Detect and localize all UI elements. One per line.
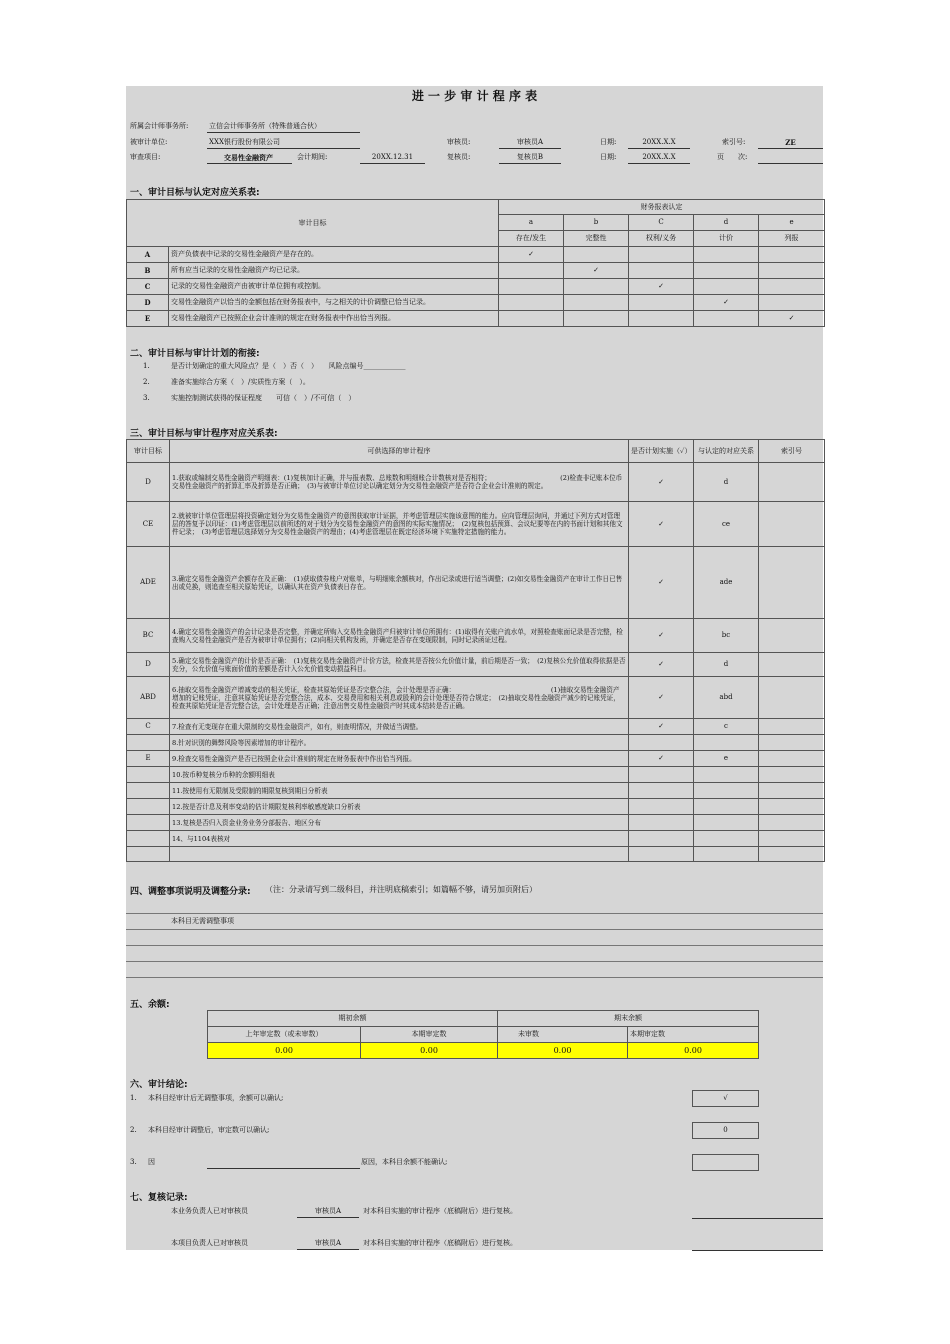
proc-text: 3.确定交易性金融资产余额存在及正确： (1)获取债券账户对账单，与明细账余额核对，作出记录或进行适当调整；(2)如交易性金融资产在审计工作日已售出或兑换，则追查至相关原始凭证，以确认其在资产负债表日存在。 — [170, 547, 629, 619]
balance-value: 0.00 — [628, 1043, 759, 1059]
review-name: 审核员A — [314, 1239, 342, 1247]
proc-text: 10.按币种复核分币种的余额明细表 — [170, 767, 629, 783]
proc-goal: ABD — [127, 677, 170, 719]
assert-name: 计价 — [694, 231, 759, 247]
proc-index-header: 索引号 — [759, 440, 825, 463]
assert-letter: d — [694, 215, 759, 231]
s6-item-num: 1. — [130, 1094, 137, 1102]
plan-check: ✓ — [629, 463, 694, 502]
proc-goal: C — [127, 719, 170, 735]
proc-assert: bc — [694, 619, 759, 653]
assert-cell — [629, 263, 694, 279]
proc-assert — [694, 783, 759, 799]
proc-text — [170, 847, 629, 862]
s2-item-text: 准备实施综合方案（ ）/实质性方案（ ）。 — [171, 378, 310, 386]
proc-goal — [127, 831, 170, 847]
closing-balance-header: 期末余额 — [498, 1011, 759, 1027]
proc-goal — [127, 783, 170, 799]
s6-item-text: 本科目经审计后无调整事项，余额可以确认; — [148, 1094, 284, 1102]
proc-assert: ce — [694, 502, 759, 547]
assert-cell — [499, 311, 564, 327]
review-text-b: 对本科目实施的审计程序（底稿附后）进行复核。 — [363, 1239, 517, 1247]
reason-input[interactable] — [207, 1168, 360, 1169]
proc-assert — [694, 799, 759, 815]
assert-header: 与认定的对应关系 — [694, 440, 759, 463]
assert-letter: e — [759, 215, 825, 231]
goal-text: 交易性金融资产以恰当的金额包括在财务报表中，与之相关的计价调整已恰当记录。 — [169, 295, 499, 311]
proc-goal — [127, 847, 170, 862]
proc-assert — [694, 767, 759, 783]
proc-text: 11.按使用有无限制及受限制的期限复核到期日分析表 — [170, 783, 629, 799]
plan-check: ✓ — [629, 719, 694, 735]
s4-note: （注：分录请写到二级科目，并注明底稿索引；如篇幅不够，请另加页附后） — [265, 885, 537, 894]
s6-item-num: 2. — [130, 1126, 137, 1134]
proc-goal: E — [127, 751, 170, 767]
proc-text: 14、与1104表核对 — [170, 831, 629, 847]
proc-goal — [127, 767, 170, 783]
balance-col: 上年审定数（或未审数） — [208, 1027, 361, 1043]
assertion-table — [126, 199, 825, 327]
proc-index — [759, 751, 825, 767]
reviewer-label: 复核员: — [447, 153, 471, 161]
client-label: 被审计单位: — [130, 138, 168, 146]
reviewer-value: 复核员B — [516, 153, 544, 161]
s2-item-text: 是否计划确定的重大风险点？是（ ）否（ ） 风险点编号____________ — [171, 362, 406, 370]
index-label: 索引号: — [722, 138, 746, 146]
assert-letter: b — [564, 215, 629, 231]
proc-text: 6.抽取交易性金融资产增减变动的相关凭证，检查其原始凭证是否完整合法，会计处理是否正确： (1)抽取交易性金融资产增加的记账凭证，注意其原始凭证是否完整合法，成本、交易费用和相关利息或股利的会计处理是否符合规定； (2)抽取交易性金融资产减少的记账凭证，检查其原始凭证是否完整合法，会计处理是否正确；注意出售交易性金融资产时其成本结转是否正确。 — [170, 677, 629, 719]
goal-text: 所有应当记录的交易性金融资产均已记录。 — [169, 263, 499, 279]
goal-code: D — [127, 295, 169, 311]
s2-heading: 二、审计目标与审计计划的衔接: — [130, 349, 260, 359]
proc-text: 5.确定交易性金融资产的计价是否正确： (1)复核交易性金融资产计价方法，检查其是否按公允价值计量，前后期是否一致； (2)复核公允价值取得依据是否充分，公允价值与账面价值的差额是否计入公允价值变动损益科目。 — [170, 653, 629, 677]
goal-text: 资产负债表中记录的交易性金融资产是存在的。 — [169, 247, 499, 263]
assert-cell — [499, 263, 564, 279]
review-text-a: 本项目负责人已对审核员 — [171, 1239, 248, 1247]
assert-cell — [694, 247, 759, 263]
s6-because: 因 — [148, 1158, 155, 1166]
client-value: XXX银行股份有限公司 — [209, 138, 280, 146]
assert-cell — [564, 247, 629, 263]
proc-goal: BC — [127, 619, 170, 653]
firm-value: 立信会计师事务所（特殊普通合伙） — [209, 122, 321, 130]
proc-assert: ade — [694, 547, 759, 619]
assert-cell — [629, 247, 694, 263]
assert-letter: C — [629, 215, 694, 231]
proc-goal — [127, 815, 170, 831]
assert-letter: a — [499, 215, 564, 231]
proc-text: 7.检查有无变现存在重大限制的交易性金融资产，如有，则查明情况，并做适当调整。 — [170, 719, 629, 735]
balance-value: 0.00 — [361, 1043, 498, 1059]
proc-assert: d — [694, 653, 759, 677]
assert-cell — [694, 311, 759, 327]
opening-balance-header: 期初余额 — [208, 1011, 498, 1027]
proc-index — [759, 767, 825, 783]
proc-assert: e — [694, 751, 759, 767]
balance-table — [207, 1010, 759, 1059]
assert-cell — [564, 295, 629, 311]
auditor-value: 审核员A — [516, 138, 544, 146]
period-label: 会计期间: — [297, 153, 328, 161]
procedure-table — [126, 439, 825, 862]
date-value-1: 20XX.X.X — [642, 138, 676, 146]
proc-assert — [694, 847, 759, 862]
plan-check: ✓ — [629, 502, 694, 547]
s6-item-num: 3. — [130, 1158, 137, 1166]
proc-index — [759, 547, 825, 619]
proc-assert: c — [694, 719, 759, 735]
date-label-1: 日期: — [600, 138, 617, 146]
proc-index — [759, 719, 825, 735]
proc-text: 1.获取或编制交易性金融资产明细表：(1)复核加计正确，并与报表数、总账数和明细账合计数核对是否相符； (2)检查非记账本位币交易性金融资产的折算汇率及折算是否正确； (3)与被审计单位讨论以确定划分为交易性金融资产是否符合企业会计准则的规定。 — [170, 463, 629, 502]
plan-check: ✓ — [629, 547, 694, 619]
auditor-label: 审核员: — [447, 138, 471, 146]
s7-heading: 七、复核记录: — [130, 1193, 188, 1203]
proc-index — [759, 847, 825, 862]
proc-index — [759, 799, 825, 815]
assert-name: 列报 — [759, 231, 825, 247]
adjustment-line: 本科目无需调整事项 — [171, 917, 234, 925]
proc-goal — [127, 735, 170, 751]
proc-text: 8.针对识别的舞弊风险等因素增加的审计程序。 — [170, 735, 629, 751]
assert-cell — [759, 263, 825, 279]
proc-index — [759, 677, 825, 719]
proc-assert — [694, 735, 759, 751]
period-value: 20XX.12.31 — [371, 153, 414, 161]
assert-cell — [499, 295, 564, 311]
balance-value: 0.00 — [498, 1043, 628, 1059]
assert-cell — [694, 263, 759, 279]
proc-text: 4.确定交易性金融资产的会计记录是否完整，并确定所购入交易性金融资产归被审计单位所拥有：(1)取得有关账户流水单，对照检查账面记录是否完整，检查购入交易性金融资产是否为被审计单位拥有；(2)向相关机构发函，并确定是否存在变现限制，同时记录函证过程。 — [170, 619, 629, 653]
goal-text: 记录的交易性金融资产由被审计单位拥有或控制。 — [169, 279, 499, 295]
s3-heading: 三、审计目标与审计程序对应关系表: — [130, 429, 278, 439]
s1-heading: 一、审计目标与认定对应关系表: — [130, 188, 260, 198]
assert-check: ✓ — [499, 247, 564, 263]
review-text-b: 对本科目实施的审计程序（底稿附后）进行复核。 — [363, 1207, 517, 1215]
plan-header: 是否计划实施（✓） — [629, 440, 694, 463]
plan-check — [629, 815, 694, 831]
s6-reason-tail: 原因，本科目余额不能确认; — [361, 1158, 448, 1166]
proc-text: 2.就被审计单位管理层将投资确定划分为交易性金融资产的意图获取审计证据，并考虑管理层实施该意图的能力。应向管理层询问，并通过下列方式对管理层的答复予以印证：(1)考虑管理层以前所述的对于划分为交易性金融资产的意图的实际实施情况； (2)复核包括预算、会议纪要等在内的书面计划和其他文件记录； (3)考虑管理层选择划分为交易性金融资产的理由；(4)考虑管理层在既定经济环境下实施特定措施的能力。 — [170, 502, 629, 547]
proc-assert: d — [694, 463, 759, 502]
proc-text: 9.检查交易性金融资产是否已按照企业会计准则的规定在财务报表中作出恰当列报。 — [170, 751, 629, 767]
assert-cell — [564, 311, 629, 327]
proc-header: 可供选择的审计程序 — [170, 440, 629, 463]
proc-index — [759, 502, 825, 547]
assert-check: ✓ — [564, 263, 629, 279]
review-name: 审核员A — [314, 1207, 342, 1215]
plan-check — [629, 767, 694, 783]
proc-index — [759, 619, 825, 653]
plan-check — [629, 847, 694, 862]
assert-check: ✓ — [759, 311, 825, 327]
assert-check: ✓ — [629, 279, 694, 295]
conclusion-box-1[interactable]: √ — [692, 1090, 759, 1107]
assert-cell — [629, 311, 694, 327]
s2-item-num: 3. — [143, 394, 150, 402]
assert-cell — [694, 279, 759, 295]
proc-goal: CE — [127, 502, 170, 547]
proc-assert: abd — [694, 677, 759, 719]
proc-goal: ADE — [127, 547, 170, 619]
assert-cell — [759, 247, 825, 263]
balance-col: 未审数 — [498, 1027, 628, 1043]
assert-name: 完整性 — [564, 231, 629, 247]
plan-check: ✓ — [629, 751, 694, 767]
proc-index — [759, 653, 825, 677]
assert-cell — [759, 295, 825, 311]
proc-assert — [694, 831, 759, 847]
assert-cell — [759, 279, 825, 295]
plan-check: ✓ — [629, 653, 694, 677]
fs-assertion-header: 财务报表认定 — [499, 200, 825, 215]
date-label-2: 日期: — [600, 153, 617, 161]
balance-col: 本期审定数 — [628, 1027, 759, 1043]
proc-assert — [694, 815, 759, 831]
proc-index — [759, 815, 825, 831]
proc-index — [759, 463, 825, 502]
conclusion-box-3[interactable] — [692, 1154, 759, 1171]
s6-heading: 六、审计结论: — [130, 1080, 188, 1090]
page-title: 进 一 步 审 计 程 序 表 — [411, 89, 538, 103]
review-text-a: 本业务负责人已对审核员 — [171, 1207, 248, 1215]
assert-cell — [564, 279, 629, 295]
goal-code: B — [127, 263, 169, 279]
plan-check — [629, 831, 694, 847]
goal-header: 审计目标 — [127, 200, 499, 247]
assert-cell — [499, 279, 564, 295]
plan-check — [629, 783, 694, 799]
s5-heading: 五、余额: — [130, 1000, 170, 1010]
goal-code: E — [127, 311, 169, 327]
item-label: 审查项目: — [130, 153, 161, 161]
s6-item-text: 本科目经审计调整后，审定数可以确认; — [148, 1126, 270, 1134]
proc-index — [759, 735, 825, 751]
index-value: ZE — [785, 138, 796, 147]
proc-goal — [127, 799, 170, 815]
proc-goal: D — [127, 463, 170, 502]
s2-item-text: 实施控制测试获得的保证程度 可信（ ）/不可信（ ） — [171, 394, 356, 402]
proc-text: 13.复核是否归入资金业务业务分部报告、地区分布 — [170, 815, 629, 831]
item-value: 交易性金融资产 — [224, 153, 273, 162]
firm-label: 所属会计师事务所: — [130, 122, 189, 130]
balance-col: 本期审定数 — [361, 1027, 498, 1043]
page-label: 页 次: — [717, 153, 748, 161]
s2-item-num: 2. — [143, 378, 150, 386]
s2-item-num: 1. — [143, 362, 150, 370]
goal-code: C — [127, 279, 169, 295]
assert-cell — [629, 295, 694, 311]
goal-text: 交易性金融资产已按照企业会计准则的规定在财务报表中作出恰当列报。 — [169, 311, 499, 327]
assert-name: 存在/发生 — [499, 231, 564, 247]
proc-text: 12.按是否计息及利率变动的估计期限复核利率敏感度缺口分析表 — [170, 799, 629, 815]
s4-heading: 四、调整事项说明及调整分录: — [130, 887, 251, 897]
proc-index — [759, 831, 825, 847]
proc-goal: D — [127, 653, 170, 677]
assert-name: 权利/义务 — [629, 231, 694, 247]
assert-check: ✓ — [694, 295, 759, 311]
plan-check: ✓ — [629, 619, 694, 653]
plan-check — [629, 799, 694, 815]
goal-code: A — [127, 247, 169, 263]
proc-goal-header: 审计目标 — [127, 440, 170, 463]
proc-index — [759, 783, 825, 799]
plan-check: ✓ — [629, 677, 694, 719]
plan-check — [629, 735, 694, 751]
balance-value: 0.00 — [208, 1043, 361, 1059]
date-value-2: 20XX.X.X — [642, 153, 676, 161]
conclusion-box-2[interactable]: 0 — [692, 1122, 759, 1139]
